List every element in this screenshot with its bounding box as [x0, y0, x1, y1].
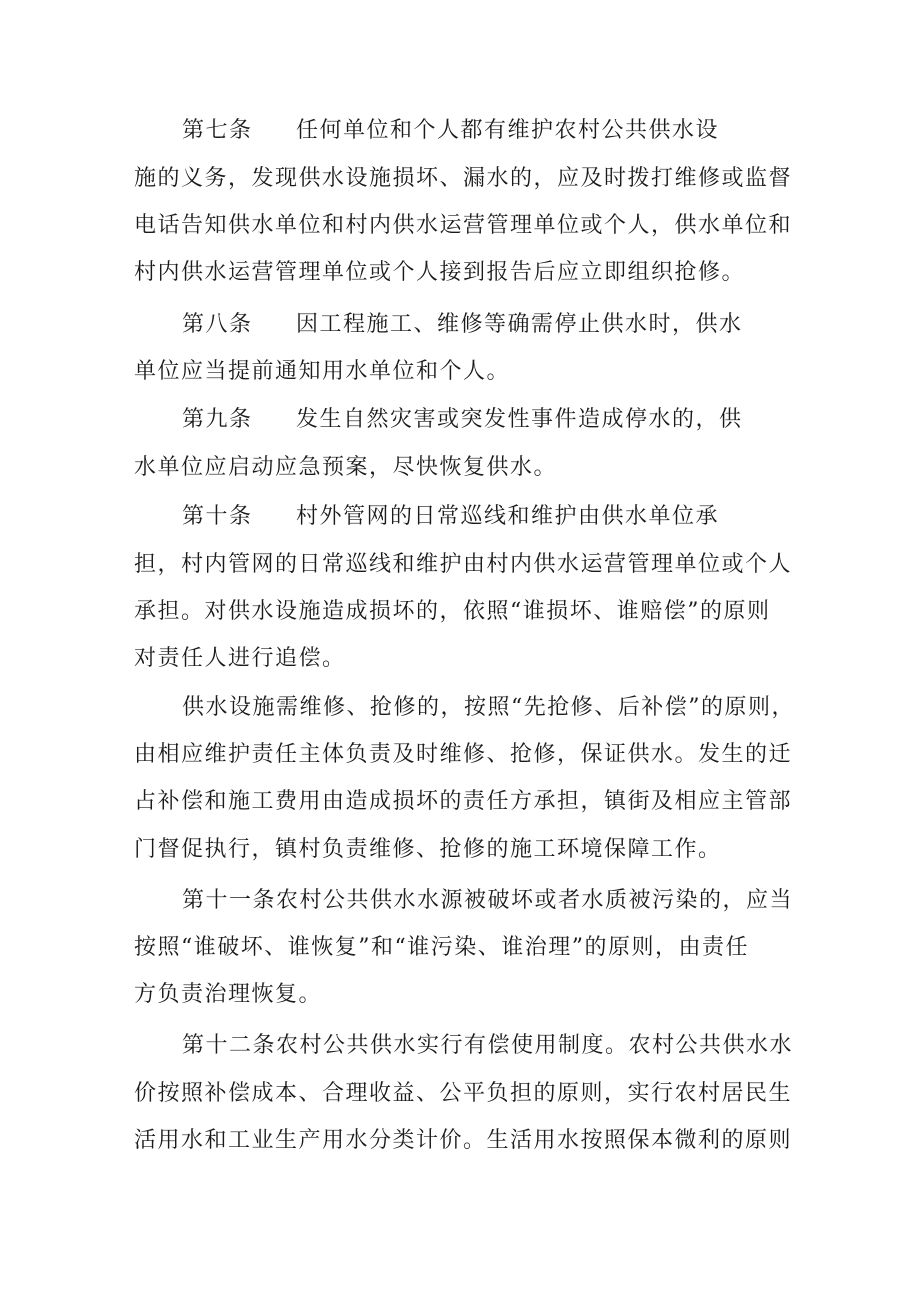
- paragraph-line: 方负责治理恢复。: [134, 982, 323, 1007]
- paragraph-line: 供水设施需维修、抢修的，按照“先抢修、后补偿”的原则，: [182, 695, 795, 720]
- paragraph-line: 施的义务，发现供水设施损坏、漏水的，应及时拨打维修或监督: [134, 166, 793, 191]
- paragraph-line: 担，村内管网的日常巡线和维护由村内供水运营管理单位或个人: [134, 552, 793, 577]
- paragraph-line: 按照“谁破坏、谁恢复”和“谁污染、谁治理”的原则，由责任: [134, 935, 749, 960]
- paragraph-text: 任何单位和个人都有维护农村公共供水设: [296, 118, 720, 143]
- paragraph-line: 门督促执行，镇村负责维修、抢修的施工环境保障工作。: [134, 837, 722, 862]
- paragraph-line: 活用水和工业生产用水分类计价。生活用水按照保本微利的原则: [134, 1128, 793, 1153]
- paragraph-line: 承担。对供水设施造成损坏的，依照“谁损坏、谁赔偿”的原则: [134, 599, 771, 624]
- article-number: 第十一条: [182, 888, 277, 913]
- paragraph-line: 水单位应启动应急预案，尽快恢复供水。: [134, 455, 558, 480]
- paragraph-line: [182, 116, 719, 146]
- paragraph-line: [182, 1031, 793, 1061]
- article-number: 第九条: [182, 407, 253, 432]
- paragraph-text: 村外管网的日常巡线和维护由供水单位承: [296, 504, 720, 529]
- paragraph-line: [182, 310, 743, 340]
- paragraph-text: 农村公共供水实行有偿使用制度。农村公共供水水: [276, 1033, 794, 1058]
- paragraph-text: 农村公共供水水源被破坏或者水质被污染的，应当: [276, 888, 794, 913]
- paragraph-line: [182, 886, 793, 916]
- article-number: 第八条: [182, 312, 253, 337]
- paragraph-line: 占补偿和施工费用由造成损坏的责任方承担，镇街及相应主管部: [134, 789, 793, 814]
- paragraph-line: 由相应维护责任主体负责及时维修、抢修，保证供水。发生的迁: [134, 742, 793, 767]
- paragraph-line: 单位应当提前通知用水单位和个人。: [134, 359, 511, 384]
- article-number: 第十条: [182, 504, 253, 529]
- paragraph-line: [182, 502, 719, 532]
- article-number: 第七条: [182, 118, 253, 143]
- article-number: 第十二条: [182, 1033, 277, 1058]
- paragraph-line: 对责任人进行追偿。: [134, 646, 346, 671]
- paragraph-line: 价按照补偿成本、合理收益、公平负担的原则，实行农村居民生: [134, 1081, 793, 1106]
- paragraph-text: 发生自然灾害或突发性事件造成停水的，供: [296, 407, 743, 432]
- paragraph-line: 电话告知供水单位和村内供水运营管理单位或个人，供水单位和: [134, 213, 793, 238]
- paragraph-line: 村内供水运营管理单位或个人接到报告后应立即组织抢修。: [134, 260, 746, 285]
- paragraph-text: 因工程施工、维修等确需停止供水时，供水: [296, 312, 743, 337]
- paragraph-line: [182, 405, 743, 435]
